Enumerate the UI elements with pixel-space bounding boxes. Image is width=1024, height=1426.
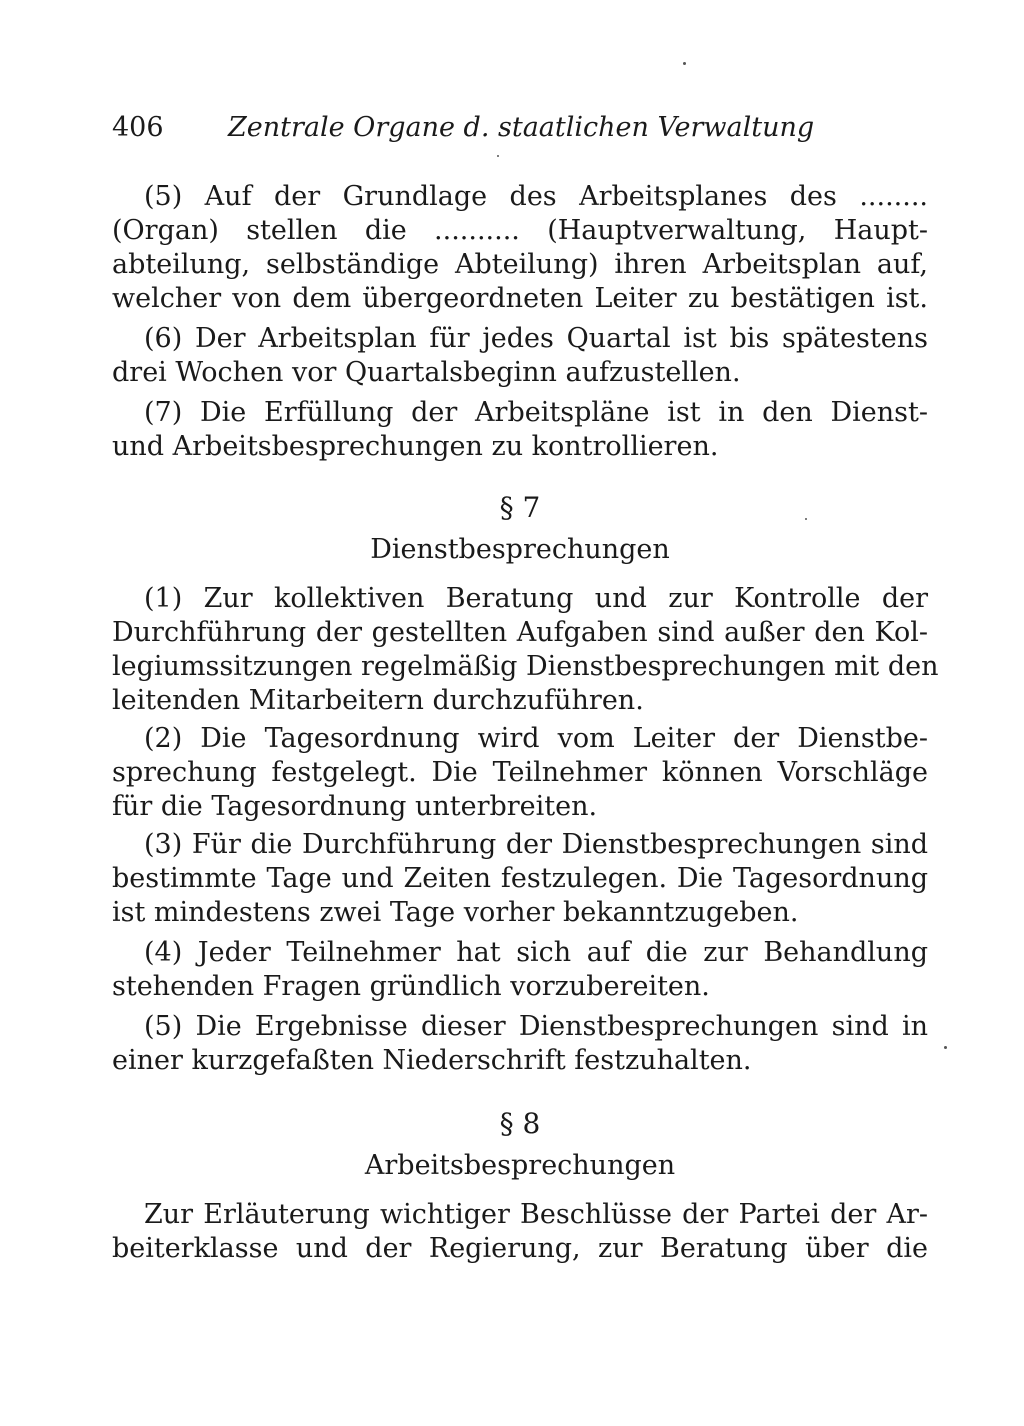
- text-line: Durchführung der gestellten Aufgaben sind außer den Kol-: [112, 617, 928, 648]
- text-line: abteilung, selbständige Abteilung) ihren Arbeitsplan auf,: [112, 249, 928, 280]
- text-line: Zur Erläuterung wichtiger Beschlüsse der Partei der Ar-: [144, 1199, 928, 1230]
- section-number: § 8: [499, 1107, 541, 1140]
- text-line: und Arbeitsbesprechungen zu kontrollieren.: [112, 431, 719, 462]
- text-line: beiterklasse und der Regierung, zur Beratung über die: [112, 1233, 928, 1264]
- section-heading: Dienstbesprechungen: [370, 534, 670, 565]
- page-header: [112, 108, 832, 148]
- text-line: für die Tagesordnung unterbreiten.: [112, 791, 598, 822]
- text-line: (Organ) stellen die .......... (Hauptverwaltung, Haupt-: [112, 215, 928, 246]
- text-line: (7) Die Erfüllung der Arbeitspläne ist in den Dienst-: [144, 397, 928, 428]
- text-line: legiumssitzungen regelmäßig Dienstbesprechungen mit den: [112, 651, 939, 682]
- text-line: drei Wochen vor Quartalsbeginn aufzustellen.: [112, 357, 741, 388]
- text-line: (1) Zur kollektiven Beratung und zur Kontrolle der: [144, 583, 928, 614]
- text-line: (5) Auf der Grundlage des Arbeitsplanes des ........: [144, 181, 928, 212]
- text-line: einer kurzgefaßten Niederschrift festzuhalten.: [112, 1045, 752, 1076]
- text-line: welcher von dem übergeordneten Leiter zu bestätigen ist.: [112, 283, 928, 314]
- text-line: (5) Die Ergebnisse dieser Dienstbesprechungen sind in: [144, 1011, 928, 1042]
- running-title: Zentrale Organe d. staatlichen Verwaltung: [228, 112, 815, 143]
- text-line: (3) Für die Durchführung der Dienstbesprechungen sind: [144, 829, 928, 860]
- scan-speck: [805, 518, 807, 520]
- text-line: leitenden Mitarbeitern durchzuführen.: [112, 685, 644, 716]
- text-line: (2) Die Tagesordnung wird vom Leiter der Dienstbe-: [144, 723, 928, 754]
- section-number: § 7: [499, 491, 541, 524]
- section-heading: Arbeitsbesprechungen: [364, 1150, 676, 1181]
- text-line: stehenden Fragen gründlich vorzubereiten.: [112, 971, 710, 1002]
- text-line: ist mindestens zwei Tage vorher bekanntzugeben.: [112, 897, 799, 928]
- text-line: sprechung festgelegt. Die Teilnehmer können Vorschläge: [112, 757, 928, 788]
- scan-speck: [944, 1046, 947, 1049]
- scan-speck: [683, 62, 686, 65]
- scan-speck: [497, 155, 499, 157]
- page-number: 406: [112, 112, 164, 143]
- text-line: (6) Der Arbeitsplan für jedes Quartal ist bis spätestens: [144, 323, 928, 354]
- text-line: (4) Jeder Teilnehmer hat sich auf die zur Behandlung: [144, 937, 928, 968]
- text-line: bestimmte Tage und Zeiten festzulegen. Die Tagesordnung: [112, 863, 928, 894]
